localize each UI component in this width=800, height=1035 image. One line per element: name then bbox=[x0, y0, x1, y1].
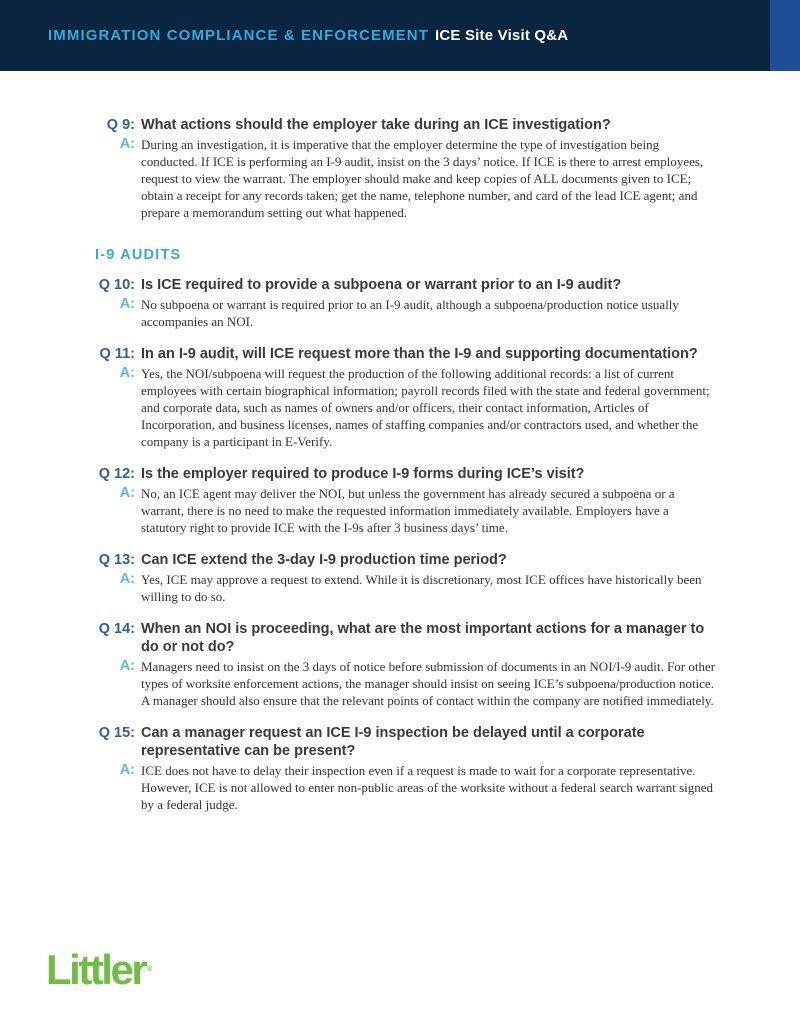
question-number: Q 10: bbox=[98, 277, 135, 293]
answer-text: ICE does not have to delay their inspection even if a request is made to wait for a corporate representative. However, ICE is not allowed to enter non-public areas of the worksite without a federal search warrant signed by a federal judge. bbox=[141, 763, 714, 812]
section-heading-i9-audits: I-9 AUDITS bbox=[95, 247, 182, 263]
header-accent-bar bbox=[770, 0, 800, 71]
answer-label: A: bbox=[119, 136, 135, 152]
header-kicker: IMMIGRATION COMPLIANCE & ENFORCEMENT bbox=[48, 27, 429, 44]
qa-item-q15 bbox=[0, 724, 800, 813]
answer-label: A: bbox=[119, 571, 135, 587]
question-number: Q 12: bbox=[98, 466, 135, 482]
header-title bbox=[48, 27, 568, 44]
answer-text: Yes, the NOI/subpoena will request the production of the following additional records: a list of current employees with certain biographical information; payroll records filed with the state and federal government; and corporate data, such as names of owners and/or officers, their contact information, Articles of Incorporation, and business licenses, names of staffing companies and/or contractors used, and whether the company is a participant in E-Verify. bbox=[141, 366, 710, 449]
question-number: Q 9: bbox=[106, 117, 135, 133]
question-text: In an I-9 audit, will ICE request more than the I-9 and supporting documentation? bbox=[141, 346, 698, 362]
registered-mark: ® bbox=[147, 966, 153, 973]
question-text: When an NOI is proceeding, what are the most important actions for a manager to do or not do? bbox=[141, 621, 705, 655]
qa-item-q14 bbox=[0, 620, 800, 709]
document-body bbox=[0, 116, 800, 813]
question-number: Q 11: bbox=[99, 346, 135, 362]
question-number: Q 14: bbox=[98, 621, 135, 637]
question-text: Can ICE extend the 3-day I-9 production time period? bbox=[141, 552, 507, 568]
qa-item-q10 bbox=[0, 276, 800, 330]
answer-text: Managers need to insist on the 3 days of notice before submission of documents in an NOI/I-9 audit. For other types of worksite enforcement actions, the manager should insist on seeing ICE’s subpoena/production notice. A manager should also ensure that the relevant points of contact within the company are notified immediately. bbox=[141, 659, 716, 708]
question-text: Is ICE required to provide a subpoena or warrant prior to an I-9 audit? bbox=[141, 277, 622, 293]
qa-item-q12 bbox=[0, 465, 800, 536]
answer-text: During an investigation, it is imperative that the employer determine the type of investigation being conducted. If ICE is performing an I-9 audit, insist on the 3 days’ notice. If ICE is there to arrest employees, request to view the warrant. The employer should make and keep copies of ALL documents given to ICE; obtain a receipt for any records taken; get the name, telephone number, and card of the lead ICE agent; and prepare a memorandum setting out what happened. bbox=[141, 137, 704, 220]
question-number: Q 15: bbox=[98, 725, 135, 741]
question-text: Can a manager request an ICE I-9 inspection be delayed until a corporate representative can be present? bbox=[141, 725, 645, 759]
qa-item-q9 bbox=[0, 116, 800, 221]
page-header bbox=[0, 0, 800, 71]
answer-label: A: bbox=[119, 365, 135, 381]
logo-text: Littler bbox=[46, 946, 146, 993]
answer-label: A: bbox=[119, 485, 135, 501]
qa-item-q11 bbox=[0, 345, 800, 450]
answer-text: No subpoena or warrant is required prior to an I-9 audit, although a subpoena/production notice usually accompanies an NOI. bbox=[141, 297, 679, 329]
header-subtitle: ICE Site Visit Q&A bbox=[434, 27, 569, 44]
answer-label: A: bbox=[119, 296, 135, 312]
question-text: Is the employer required to produce I-9 forms during ICE’s visit? bbox=[141, 466, 585, 482]
qa-item-q13 bbox=[0, 551, 800, 605]
answer-text: Yes, ICE may approve a request to extend. While it is discretionary, most ICE offices have historically been willing to do so. bbox=[141, 572, 702, 604]
littler-logo bbox=[46, 948, 152, 992]
question-number: Q 13: bbox=[98, 552, 135, 568]
answer-label: A: bbox=[119, 762, 135, 778]
answer-text: No, an ICE agent may deliver the NOI, but unless the government has already secured a subpoena or a warrant, there is no need to make the requested information immediately available. Employers have a statutory right to provide ICE with the I-9s after 3 business days’ time. bbox=[141, 486, 675, 535]
answer-label: A: bbox=[119, 658, 135, 674]
question-text: What actions should the employer take during an ICE investigation? bbox=[141, 117, 611, 133]
